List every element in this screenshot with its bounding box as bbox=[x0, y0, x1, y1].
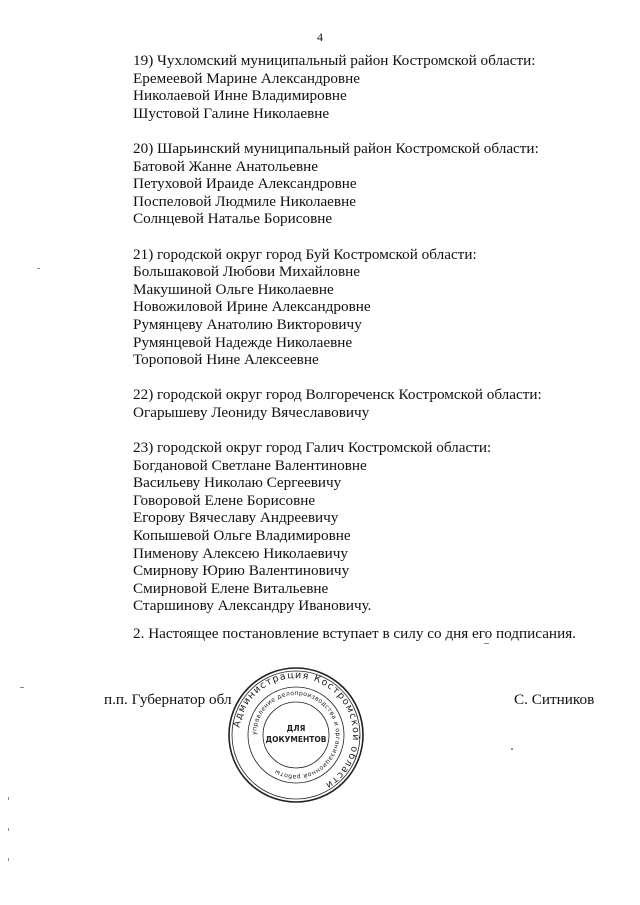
district-section bbox=[133, 439, 613, 615]
recipient-name: Макушиной Ольге Николаевне bbox=[133, 280, 334, 298]
signature-title: п.п. Губернатор обл bbox=[104, 691, 232, 708]
recipient-name: Копышевой Ольге Владимировне bbox=[133, 527, 351, 545]
scan-speck bbox=[20, 687, 24, 688]
district-heading: 20) Шарьинский муниципальный район Костромской области: bbox=[133, 139, 539, 157]
official-seal-stamp bbox=[226, 665, 366, 805]
seal-outer-text: Администрация Костромской области bbox=[231, 669, 362, 792]
recipient-name: Румянцевой Надежде Николаевне bbox=[133, 333, 353, 351]
recipient-name: Богдановой Светлане Валентиновне bbox=[133, 456, 367, 474]
recipient-name: Петуховой Ираиде Александровне bbox=[133, 175, 357, 193]
district-heading: 19) Чухломский муниципальный район Костромской области: bbox=[133, 52, 536, 69]
recipient-name: Шустовой Галине Николаевне bbox=[133, 104, 330, 122]
page-number: 4 bbox=[317, 30, 323, 44]
seal-inner-text: управление делопроизводства и организационной работы bbox=[250, 689, 342, 781]
recipient-name: Старшинову Александру Ивановичу. bbox=[133, 597, 372, 615]
scan-speck bbox=[484, 643, 489, 644]
seal-center-line2: ДОКУМЕНТОВ bbox=[265, 735, 327, 744]
scan-speck bbox=[37, 268, 40, 269]
district-heading: 23) городской округ город Галич Костромской области: bbox=[133, 439, 492, 457]
recipient-name: Николаевой Инне Владимировне bbox=[133, 87, 347, 105]
district-heading: 21) городской округ город Буй Костромской области: bbox=[133, 245, 477, 263]
scan-speck bbox=[8, 828, 9, 831]
scan-speck bbox=[511, 748, 513, 750]
recipient-list bbox=[133, 52, 613, 633]
district-section bbox=[133, 386, 613, 421]
recipient-name: Батовой Жанне Анатольевне bbox=[133, 157, 319, 175]
recipient-name: Егорову Вячеславу Андреевичу bbox=[133, 509, 339, 527]
district-section bbox=[133, 52, 613, 122]
recipient-name: Огарышеву Леониду Вячеславовичу bbox=[133, 403, 370, 421]
district-section bbox=[133, 246, 613, 369]
recipient-name: Васильеву Николаю Сергеевичу bbox=[133, 474, 342, 492]
recipient-name: Еремеевой Марине Александровне bbox=[133, 69, 360, 87]
signature-name: С. Ситников bbox=[514, 691, 595, 708]
recipient-name: Большаковой Любови Михайловне bbox=[133, 263, 361, 281]
recipient-name: Пименову Алексею Николаевичу bbox=[133, 544, 348, 562]
recipient-name: Говоровой Елене Борисовне bbox=[133, 491, 316, 509]
effective-date-paragraph: 2. Настоящее постановление вступает в силу со дня его подписания. bbox=[133, 625, 576, 642]
scan-speck bbox=[8, 797, 9, 800]
recipient-name: Поспеловой Людмиле Николаевне bbox=[133, 192, 356, 210]
recipient-name: Новожиловой Ирине Александровне bbox=[133, 298, 371, 316]
recipient-name: Смирнову Юрию Валентиновичу bbox=[133, 562, 350, 580]
recipient-name: Румянцеву Анатолию Викторовичу bbox=[133, 315, 362, 333]
recipient-name: Тороповой Нине Алексеевне bbox=[133, 351, 319, 369]
recipient-name: Солнцевой Наталье Борисовне bbox=[133, 210, 333, 228]
district-heading: 22) городской округ город Волгореченск Костромской области: bbox=[133, 386, 542, 404]
recipient-name: Смирновой Елене Витальевне bbox=[133, 579, 329, 597]
district-section bbox=[133, 140, 613, 228]
seal-center-line1: ДЛЯ bbox=[286, 724, 306, 733]
scan-speck bbox=[8, 858, 9, 861]
